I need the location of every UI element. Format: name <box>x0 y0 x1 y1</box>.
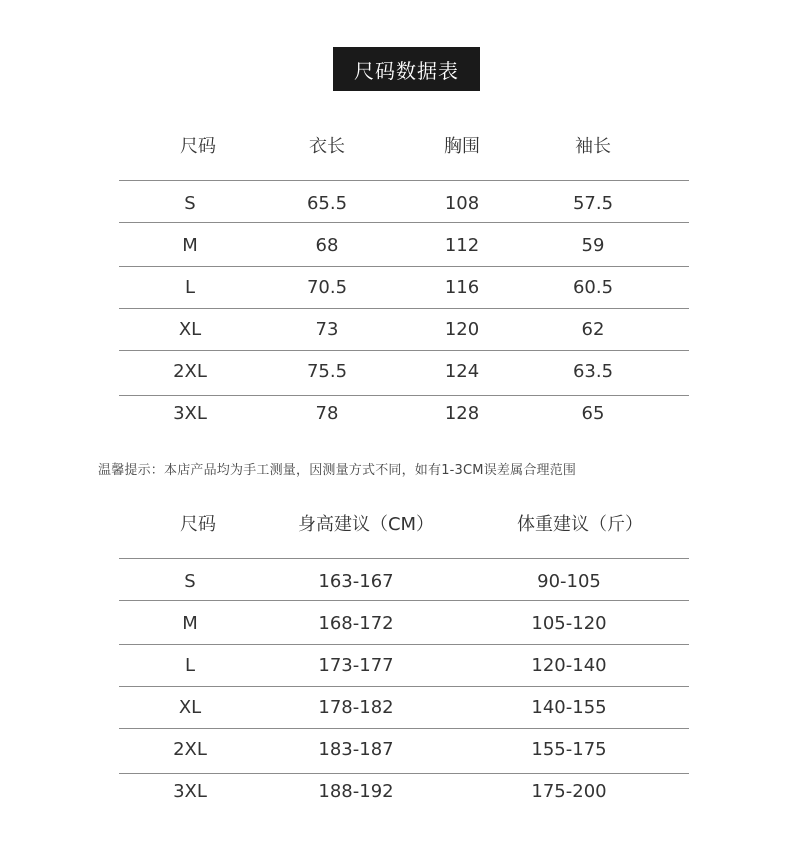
header-weight: 体重建议（斤） <box>517 514 643 535</box>
cell-chest: 112 <box>444 235 480 256</box>
cell-size: 3XL <box>173 781 207 802</box>
header-size: 尺码 <box>180 514 216 535</box>
divider <box>119 180 689 181</box>
cell-length: 70.5 <box>306 277 348 298</box>
cell-chest: 128 <box>444 403 480 424</box>
cell-height: 183-187 <box>318 739 394 760</box>
header-length: 衣长 <box>309 136 345 157</box>
title-text: 尺码数据表 <box>354 58 459 83</box>
cell-length: 75.5 <box>306 361 348 382</box>
cell-size: S <box>184 571 196 592</box>
cell-length: 73 <box>315 319 339 340</box>
cell-weight: 175-200 <box>531 781 607 802</box>
divider <box>119 773 689 774</box>
divider <box>119 686 689 687</box>
divider <box>119 266 689 267</box>
cell-size: 2XL <box>173 361 207 382</box>
cell-height: 168-172 <box>318 613 394 634</box>
cell-length: 68 <box>315 235 339 256</box>
cell-height: 188-192 <box>318 781 394 802</box>
divider <box>119 558 689 559</box>
cell-chest: 108 <box>444 193 480 214</box>
cell-size: L <box>184 277 196 298</box>
header-chest: 胸围 <box>444 136 480 157</box>
header-size: 尺码 <box>180 136 216 157</box>
cell-length: 78 <box>315 403 339 424</box>
cell-chest: 120 <box>444 319 480 340</box>
cell-weight: 90-105 <box>537 571 601 592</box>
divider <box>119 600 689 601</box>
header-sleeve: 袖长 <box>575 136 611 157</box>
cell-size: S <box>184 193 196 214</box>
divider <box>119 222 689 223</box>
cell-size: 3XL <box>173 403 207 424</box>
cell-height: 178-182 <box>318 697 394 718</box>
cell-sleeve: 60.5 <box>572 277 614 298</box>
cell-size: M <box>182 235 198 256</box>
cell-sleeve: 63.5 <box>572 361 614 382</box>
cell-height: 173-177 <box>318 655 394 676</box>
measurement-note: 温馨提示：本店产品均为手工测量，因测量方式不同，如有1-3CM误差属合理范围 <box>98 463 577 478</box>
cell-size: M <box>182 613 198 634</box>
cell-chest: 124 <box>444 361 480 382</box>
cell-sleeve: 57.5 <box>572 193 614 214</box>
divider <box>119 308 689 309</box>
divider <box>119 644 689 645</box>
divider <box>119 350 689 351</box>
cell-weight: 140-155 <box>531 697 607 718</box>
header-height: 身高建议（CM） <box>297 514 435 535</box>
cell-size: XL <box>178 697 202 718</box>
cell-size: L <box>184 655 196 676</box>
page-title <box>333 47 480 91</box>
cell-weight: 105-120 <box>531 613 607 634</box>
cell-sleeve: 65 <box>581 403 605 424</box>
cell-size: XL <box>178 319 202 340</box>
cell-size: 2XL <box>173 739 207 760</box>
cell-length: 65.5 <box>306 193 348 214</box>
cell-weight: 155-175 <box>531 739 607 760</box>
divider <box>119 728 689 729</box>
cell-chest: 116 <box>444 277 480 298</box>
cell-sleeve: 62 <box>581 319 605 340</box>
divider <box>119 395 689 396</box>
cell-weight: 120-140 <box>531 655 607 676</box>
cell-height: 163-167 <box>318 571 394 592</box>
cell-sleeve: 59 <box>581 235 605 256</box>
